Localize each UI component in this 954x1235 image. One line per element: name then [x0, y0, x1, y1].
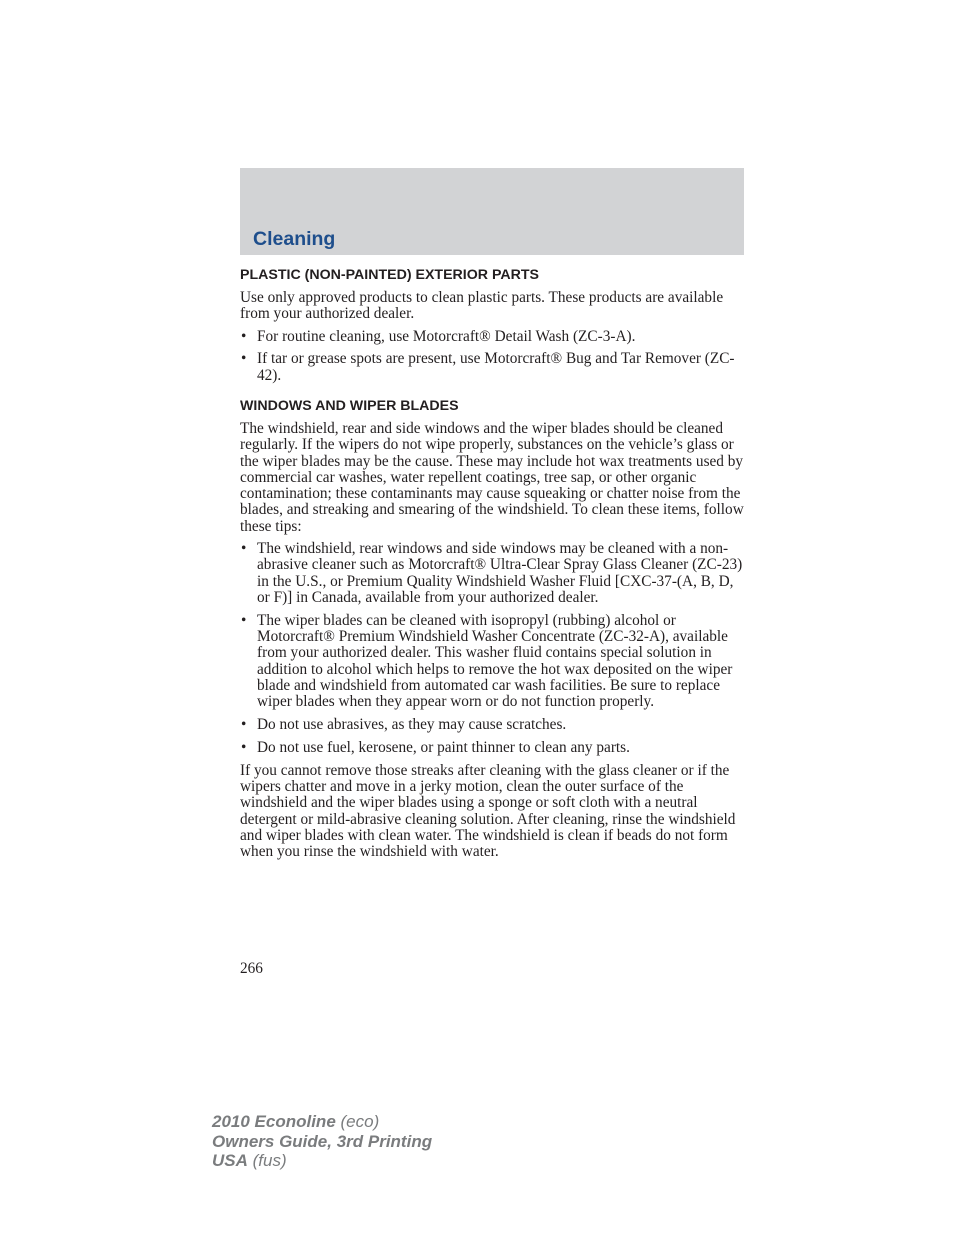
bullet-icon: • — [241, 350, 247, 368]
document-footer — [212, 1112, 432, 1171]
page-number: 266 — [240, 960, 263, 977]
bullet-icon: • — [241, 611, 247, 629]
list-item: • Do not use abrasives, as they may cause scratches. — [241, 716, 567, 734]
paragraph-plastic-intro: Use only approved products to clean plastic parts. These products are available from your authorized dealer. — [240, 289, 724, 323]
list-item: • For routine cleaning, use Motorcraft® Detail Wash (ZC-3-A). — [241, 327, 636, 345]
footer-line-region: USA (fus) — [212, 1151, 287, 1170]
bullet-icon: • — [241, 540, 247, 558]
list-item: • If tar or grease spots are present, use Motorcraft® Bug and Tar Remover (ZC-42). — [241, 350, 735, 384]
footer-line-guide: Owners Guide, 3rd Printing — [212, 1131, 433, 1151]
list-item: • Do not use fuel, kerosene, or paint thinner to clean any parts. — [241, 738, 630, 756]
list-item: • The wiper blades can be cleaned with isopropyl (rubbing) alcohol or Motorcraft® Premium Windshield Washer Concentrate (ZC-32-A), available from your authorized dealer. This washer fluid contains special solution in addition to alcohol which helps to remove the hot wax deposited on the wiper blade and windshield from automated car wash facilities. Be sure to replace wiper blades when they appear worn or do not function properly. — [241, 611, 733, 711]
heading-windows-wipers: WINDOWS AND WIPER BLADES — [240, 397, 459, 414]
bullet-list-windows — [240, 541, 744, 756]
section-header-band — [240, 168, 744, 255]
bullet-icon: • — [241, 327, 247, 345]
footer-line-model: 2010 Econoline (eco) — [212, 1112, 380, 1131]
bullet-list-plastic — [240, 329, 744, 384]
page-content — [240, 266, 744, 866]
bullet-icon: • — [241, 738, 247, 756]
paragraph-windows-intro: The windshield, rear and side windows and the wiper blades should be cleaned regularly. If the wipers do not wipe properly, substances on the vehicle’s glass or the wiper blades may be the cause. These may include hot wax treatments used by commercial car washes, water repellent coatings, tree sap, or other organic contamination; these contaminants may cause squeaking or chatter noise from the blades, and streaking and smearing of the windshield. To clean these items, follow these tips: — [240, 419, 744, 535]
paragraph-windows-outro: If you cannot remove those streaks after cleaning with the glass cleaner or if the wipers chatter and move in a jerky motion, clean the outer surface of the windshield and the wiper blades using a sponge or soft cloth with a neutral detergent or mild-abrasive cleaning solution. After cleaning, rinse the windshield and wiper blades with clean water. The windshield is clean if beads do not form when you rinse the windshield with water. — [240, 761, 736, 861]
section-title: Cleaning — [253, 228, 336, 250]
heading-plastic-parts: PLASTIC (NON-PAINTED) EXTERIOR PARTS — [240, 267, 539, 283]
list-item: • The windshield, rear windows and side windows may be cleaned with a non-abrasive cleaner such as Motorcraft® Ultra-Clear Spray Glass Cleaner (ZC-23) in the U.S., or Premium Quality Windshield Washer Fluid [CXC-37-(A, B, D, or F)] in Canada, available from your authorized dealer. — [241, 540, 743, 606]
bullet-icon: • — [241, 716, 247, 734]
